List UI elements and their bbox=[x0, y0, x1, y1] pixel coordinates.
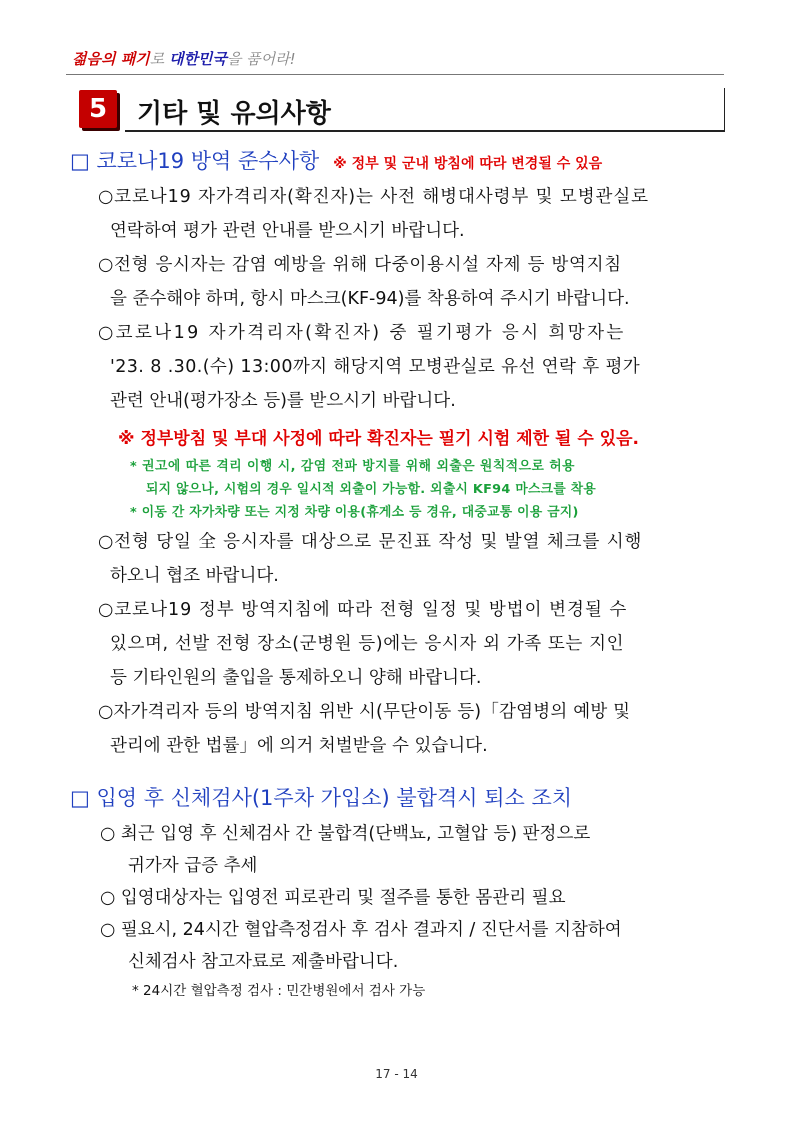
bullet-line: ○ 입영대상자는 입영전 피로관리 및 절주를 통한 몸관리 필요 bbox=[100, 888, 566, 908]
page-number: 17 - 14 bbox=[375, 1067, 418, 1081]
header-slogan bbox=[72, 48, 296, 69]
bullet-line: ○코로나19 자가격리자(확진자)는 사전 해병대사령부 및 모병관실로 bbox=[98, 187, 649, 207]
bullet-line: ○전형 응시자는 감염 예방을 위해 다중이용시설 자제 등 방역지침 bbox=[98, 255, 622, 275]
bullet-line: 귀가자 급증 추세 bbox=[128, 856, 258, 876]
section-title: 기타 및 유의사항 bbox=[137, 99, 331, 129]
alert-note: ※ 정부방침 및 부대 사정에 따라 확진자는 필기 시험 제한 될 수 있음. bbox=[118, 429, 639, 449]
bullet-line: ○ 필요시, 24시간 혈압측정검사 후 검사 결과지 / 진단서를 지참하여 bbox=[100, 920, 622, 940]
section-title-underline bbox=[125, 130, 725, 132]
bullet-line: 관련 안내(평가장소 등)를 받으시기 바랍니다. bbox=[110, 391, 456, 411]
slogan-part: 로 bbox=[149, 50, 169, 68]
bullet-line: 관리에 관한 법률」에 의거 처벌받을 수 있습니다. bbox=[110, 736, 488, 756]
bullet-line: 연락하여 평가 관련 안내를 받으시기 바랍니다. bbox=[110, 221, 465, 241]
bullet-line: ○코로나19 자가격리자(확진자) 중 필기평가 응시 희망자는 bbox=[98, 323, 626, 343]
bullet-line: ○전형 당일 全 응시자를 대상으로 문진표 작성 및 발열 체크를 시행 bbox=[98, 532, 643, 552]
green-note: * 이동 간 자가차량 또는 지정 차량 이용(휴게소 등 경유, 대중교통 이용 금지) bbox=[130, 505, 579, 520]
footnote: * 24시간 혈압측정 검사 : 민간병원에서 검사 가능 bbox=[132, 983, 426, 999]
subheading-covid bbox=[70, 145, 602, 175]
subheading-title: □ 코로나19 방역 준수사항 bbox=[70, 149, 320, 173]
bullet-line: 등 기타인원의 출입을 통제하오니 양해 바랍니다. bbox=[110, 668, 482, 688]
bullet-line: 을 준수해야 하며, 항시 마스크(KF-94)를 착용하여 주시기 바랍니다. bbox=[110, 289, 630, 309]
bullet-line: 하오니 협조 바랍니다. bbox=[110, 566, 279, 586]
slogan-part: 을 품어라! bbox=[226, 50, 296, 68]
section-header bbox=[73, 88, 725, 132]
bullet-line: 있으며, 선발 전형 장소(군병원 등)에는 응시자 외 가족 또는 지인 bbox=[110, 634, 625, 654]
subheading-physical-exam: □ 입영 후 신체검사(1주차 가입소) 불합격시 퇴소 조치 bbox=[70, 786, 573, 810]
bullet-line: ○코로나19 정부 방역지침에 따라 전형 일정 및 방법이 변경될 수 bbox=[98, 600, 628, 620]
subheading-note: ※ 정부 및 군내 방침에 따라 변경될 수 있음 bbox=[333, 156, 603, 172]
bullet-line: '23. 8 .30.(수) 13:00까지 해당지역 모병관실로 유선 연락 후 평가 bbox=[110, 357, 641, 377]
slogan-part: 대한민국 bbox=[168, 50, 227, 68]
green-note: 되지 않으나, 시험의 경우 일시적 외출이 가능함. 외출시 KF94 마스크를 착용 bbox=[146, 482, 597, 497]
section-title-border bbox=[724, 88, 726, 132]
section-number-badge: 5 bbox=[79, 90, 117, 128]
slogan-part: 젊음의 패기 bbox=[72, 50, 150, 68]
header-divider bbox=[66, 74, 724, 75]
bullet-line: ○ 최근 입영 후 신체검사 간 불합격(단백뇨, 고혈압 등) 판정으로 bbox=[100, 824, 591, 844]
bullet-line: 신체검사 참고자료로 제출바랍니다. bbox=[128, 952, 399, 972]
green-note: * 권고에 따른 격리 이행 시, 감염 전파 방지를 위해 외출은 원칙적으로 허용 bbox=[130, 459, 576, 474]
bullet-line: ○자가격리자 등의 방역지침 위반 시(무단이동 등)「감염병의 예방 및 bbox=[98, 702, 631, 722]
